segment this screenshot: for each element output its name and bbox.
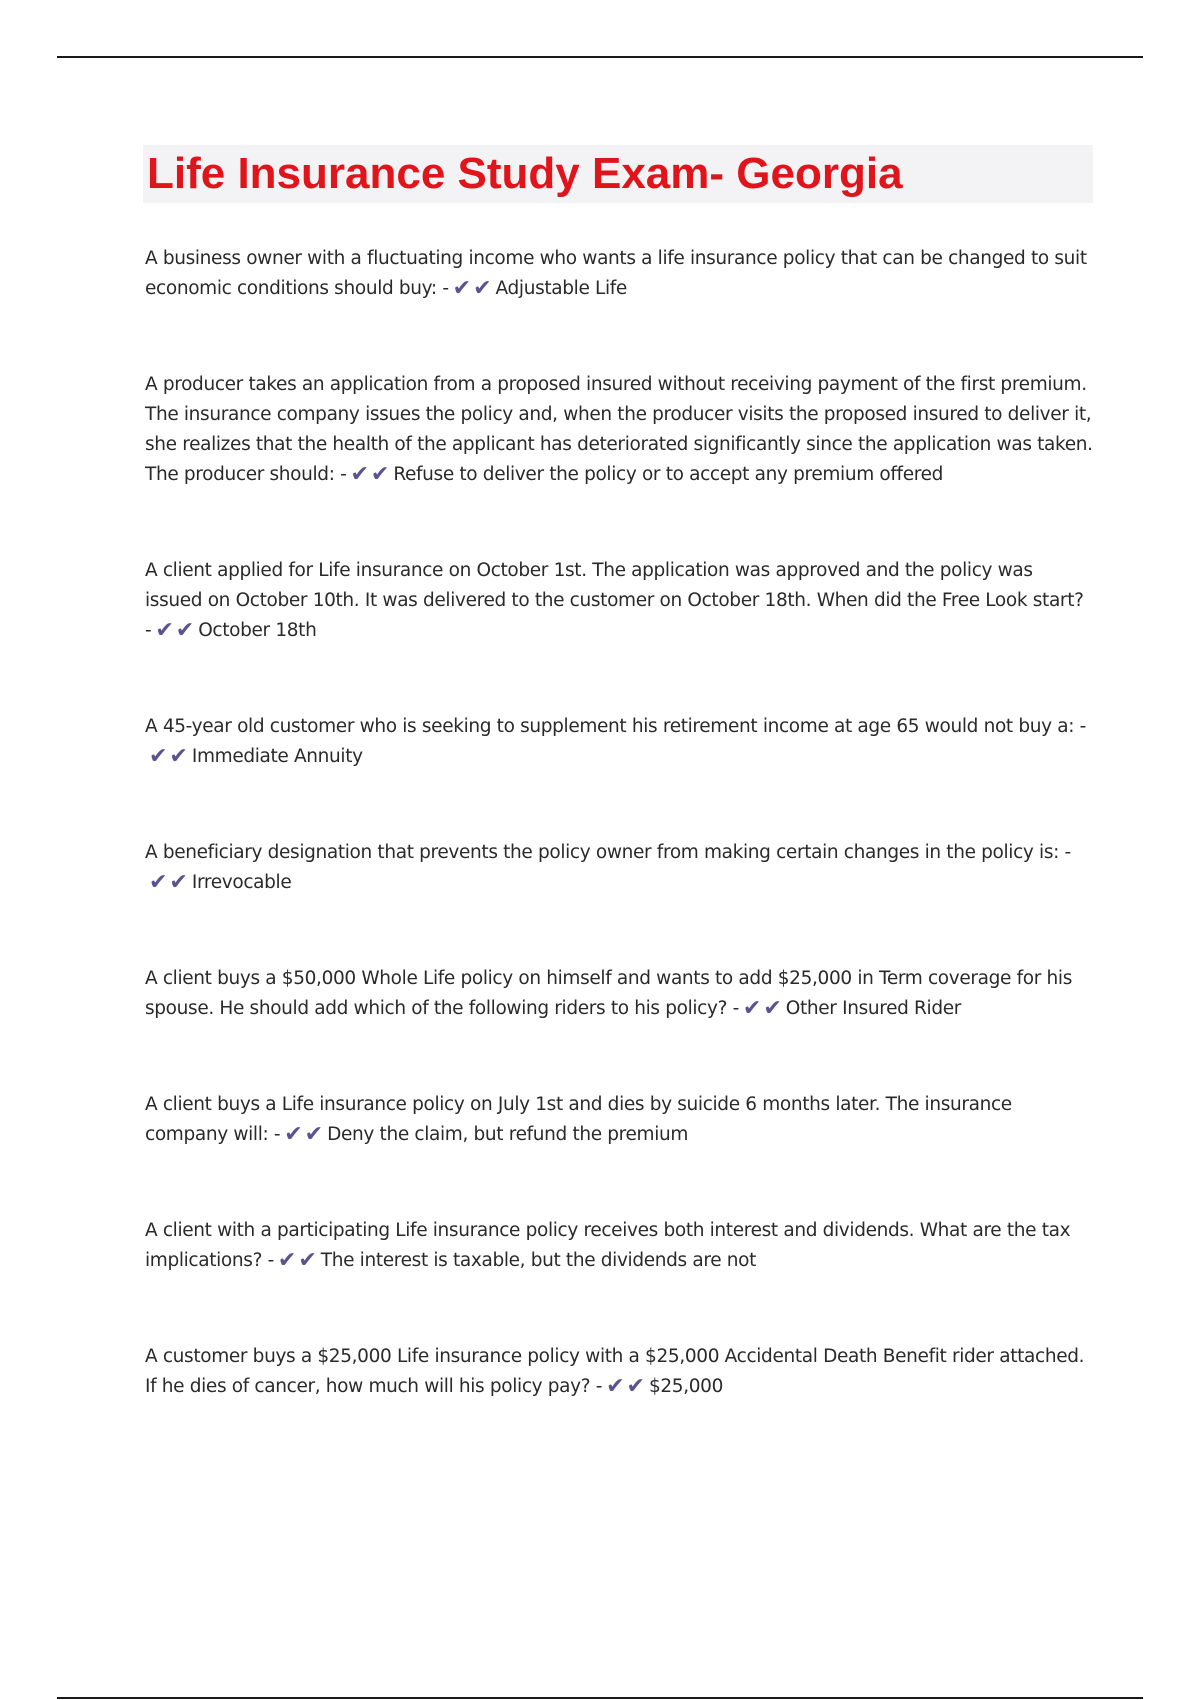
answer-text: Adjustable Life: [495, 278, 627, 299]
double-check-icon: ✔✔: [742, 996, 784, 1021]
answer-text: Irrevocable: [191, 872, 292, 893]
question-text: A client buys a $50,000 Whole Life policy on himself and wants to add $25,000 in Term coverage for his spouse. He should add which of the following riders to his policy? -: [145, 968, 1072, 1019]
page-title: Life Insurance Study Exam- Georgia: [147, 149, 903, 198]
title-banner: [143, 145, 1093, 203]
double-check-icon: ✔✔: [155, 618, 197, 643]
double-check-icon: ✔✔: [149, 870, 190, 895]
answer-text: The interest is taxable, but the dividends are not: [320, 1250, 757, 1271]
question-text: A 45-year old customer who is seeking to supplement his retirement income at age 65 would not buy a: -: [145, 716, 1086, 737]
question-text: A client applied for Life insurance on October 1st. The application was approved and the policy was issued on October 10th. It was delivered to the customer on October 18th. When did the Free Look start? -: [145, 560, 1084, 641]
qa-item: [145, 370, 1095, 490]
question-text: A beneficiary designation that prevents the policy owner from making certain changes in the policy is: -: [145, 842, 1071, 863]
answer-text: Deny the claim, but refund the premium: [327, 1124, 689, 1145]
answer-text: Immediate Annuity: [191, 746, 363, 767]
double-check-icon: ✔✔: [452, 276, 494, 301]
qa-item: [145, 1216, 1095, 1276]
question-text: A business owner with a fluctuating income who wants a life insurance policy that can be changed to suit economic conditions should buy: -: [145, 248, 1087, 299]
double-check-icon: ✔✔: [277, 1248, 319, 1273]
question-text: A producer takes an application from a proposed insured without receiving payment of the first premium. The insurance company issues the policy and, when the producer visits the proposed insured to deliver it, she realizes that the health of the applicant has deteriorated significantly since the application was taken. The producer should: -: [145, 374, 1093, 485]
answer-text: $25,000: [648, 1376, 724, 1397]
answer-text: Refuse to deliver the policy or to accept any premium offered: [393, 464, 944, 485]
qa-item: [145, 712, 1095, 772]
qa-item: [145, 1090, 1095, 1150]
question-text: A client buys a Life insurance policy on July 1st and dies by suicide 6 months later. The insurance company will: -: [145, 1094, 1012, 1145]
question-text: A client with a participating Life insurance policy receives both interest and dividends. What are the tax implications? -: [145, 1220, 1071, 1271]
double-check-icon: ✔✔: [350, 462, 392, 487]
double-check-icon: ✔✔: [606, 1374, 647, 1399]
answer-text: Other Insured Rider: [785, 998, 962, 1019]
top-divider: [57, 56, 1143, 58]
qa-list: [145, 244, 1095, 1402]
bottom-divider: [57, 1697, 1143, 1699]
qa-item: [145, 1342, 1095, 1402]
qa-item: [145, 964, 1095, 1024]
answer-text: October 18th: [198, 620, 317, 641]
double-check-icon: ✔✔: [284, 1122, 326, 1147]
question-text: A customer buys a $25,000 Life insurance policy with a $25,000 Accidental Death Benefit rider attached. If he dies of cancer, how much will his policy pay? -: [145, 1346, 1085, 1397]
qa-item: [145, 244, 1095, 304]
double-check-icon: ✔✔: [149, 744, 190, 769]
qa-item: [145, 838, 1095, 898]
qa-item: [145, 556, 1095, 646]
